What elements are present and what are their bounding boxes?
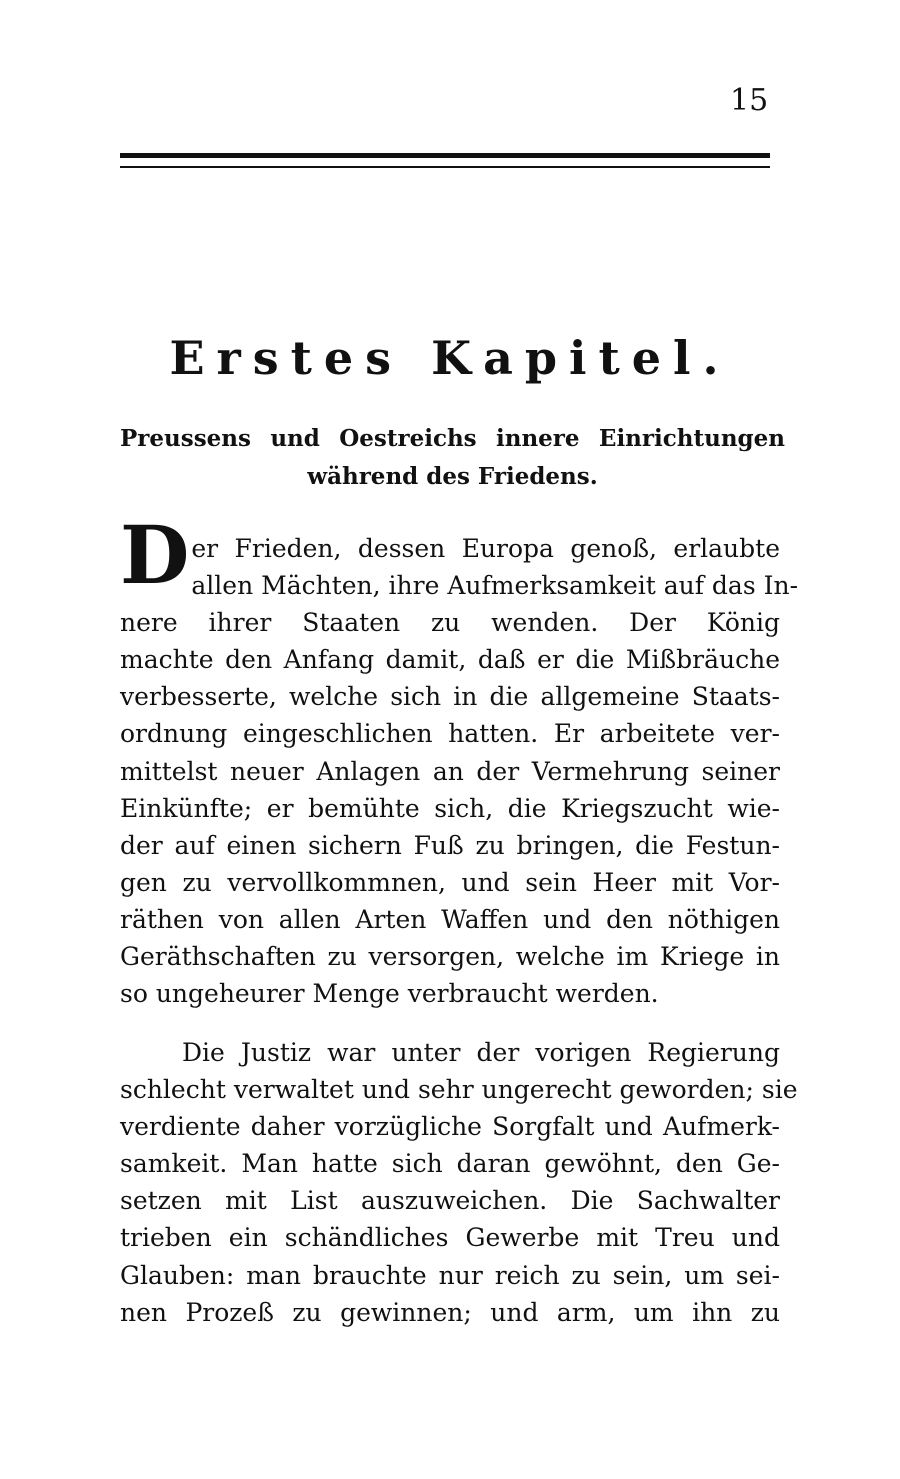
text-line: machte den Anfang damit, daß er die Mißbräuche	[120, 645, 780, 675]
header-rule-thick	[120, 153, 770, 158]
text-line: Geräthschaften zu versorgen, welche im Kriege in	[120, 942, 780, 972]
text-line: schlecht verwaltet und sehr ungerecht geworden; sie	[120, 1075, 798, 1105]
chapter-subtitle: Preussens und Oestreichs innere Einrichtungen während des Friedens.	[120, 425, 785, 490]
chapter-title: Erstes Kapitel.	[169, 331, 731, 385]
text-line: der auf einen sichern Fuß zu bringen, die Festun-	[120, 830, 780, 860]
text-line: mittelst neuer Anlagen an der Vermehrung seiner	[120, 756, 780, 786]
text-line: setzen mit List auszuweichen. Die Sachwalter	[120, 1186, 780, 1216]
text-line: samkeit. Man hatte sich daran gewöhnt, den Ge-	[120, 1149, 780, 1179]
text-line: trieben ein schändliches Gewerbe mit Treu und	[120, 1223, 780, 1253]
paragraph-2	[120, 1034, 798, 1331]
text-line: er Frieden, dessen Europa genoß, erlaubte	[191, 534, 780, 563]
text-line: nen Prozeß zu gewinnen; und arm, um ihn zu	[120, 1297, 780, 1327]
text-line: räthen von allen Arten Waffen und den nöthigen	[120, 904, 780, 934]
text-line: verdiente daher vorzügliche Sorgfalt und Aufmerk-	[120, 1112, 780, 1142]
text-line: ordnung eingeschlichen hatten. Er arbeitete ver-	[120, 719, 780, 749]
text-line: Einkünfte; er bemühte sich, die Kriegszucht wie-	[120, 793, 780, 823]
text-line: Die Justiz war unter der vorigen Regierung	[182, 1038, 780, 1067]
paragraph-1	[120, 508, 799, 1012]
drop-cap: D	[120, 508, 190, 602]
page-number: 15	[730, 83, 769, 118]
text-line: Glauben: man brauchte nur reich zu sein, um sei-	[120, 1260, 780, 1290]
text-line: nere ihrer Staaten zu wenden. Der König	[120, 608, 780, 638]
text-line: gen zu vervollkommnen, und sein Heer mit Vor-	[120, 867, 780, 897]
header-rule-thin	[120, 166, 770, 168]
text-line: allen Mächten, ihre Aufmerksamkeit auf das In-	[191, 571, 799, 601]
text-line: so ungeheurer Menge verbraucht werden.	[120, 979, 659, 1009]
text-line: verbesserte, welche sich in die allgemeine Staats-	[120, 682, 780, 712]
